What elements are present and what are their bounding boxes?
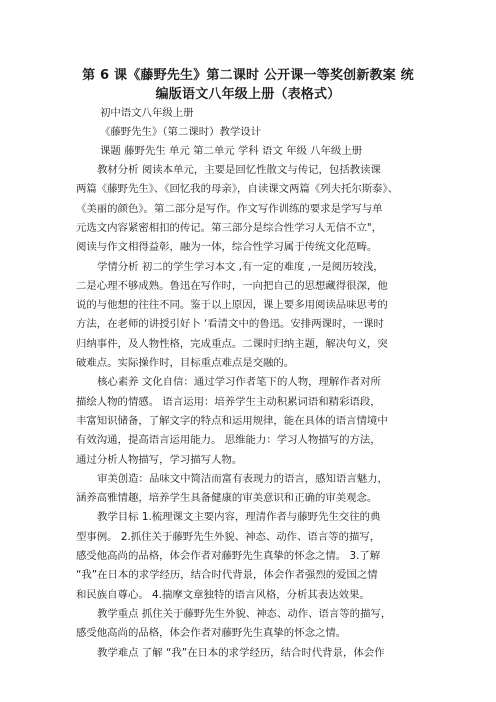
body-line: 教学重点 抓住关于藤野先生外貌、神态、动作、语言等的描写， xyxy=(97,607,392,620)
body-line: 阅读与作文相得益彰，融为一体，综合性学习属于传统文化范畴。 xyxy=(76,241,378,254)
body-line: 有效沟通，提高语言运用能力。 思维能力：学习人物描写的方法， xyxy=(76,434,381,447)
body-line: 通过分析人物描写，学习描写人物。 xyxy=(76,453,243,466)
document-title xyxy=(0,66,496,104)
design-title: 《藤野先生》（第二课时）教学设计 xyxy=(100,126,262,138)
body-line: 归纳事件，及人物性格，完成重点。二课时归纳主题，解决句义，突 xyxy=(76,337,388,350)
lesson-info: 课题 藤野先生 单元 第二单元 学科 语文 年级 八年级上册 xyxy=(100,145,363,157)
title-line-2: 编版语文八年级上册（表格式） xyxy=(155,87,341,102)
body-line: 核心素养 文化自信：通过学习作者笔下的人物，理解作者对所 xyxy=(97,376,381,389)
body-line: 破难点。实际操作时，目标重点难点是交融的。 xyxy=(76,357,295,369)
body-line: 方法，在老师的讲授引好卜 ‘看清文中的鲁迅。安排两课时，一课时 xyxy=(76,318,384,331)
body-line: 教材分析 阅读本单元，主要是回忆性散文与传记，包括教读课 xyxy=(97,164,381,176)
body-line: 和民族自尊心。 4.揣摩文章独特的语言风格，分析其表达效果。 xyxy=(76,588,370,601)
grade-line: 初中语文八年级上册 xyxy=(100,107,194,119)
body-line: 《美丽的颜色》。第二部分是写作。作文写作训练的要求是学写与单 xyxy=(76,202,383,215)
body-line: 教学难点 了解 “我”在日本的求学经历，结合时代背景，体会作 xyxy=(97,646,385,659)
body-line: 二是心理不够成熟。鲁迅在写作时，一向把自己的思想藏得很深，他 xyxy=(76,279,388,292)
body-line: “我”在日本的求学经历，结合时代背景，体会作者强烈的爱国之情 xyxy=(76,569,378,582)
body-line: 丰富知识储备，了解文字的特点和运用规律，能在具体的语言情境中 xyxy=(76,414,388,427)
body-line: 感受他高尚的品格，体会作者对藤野先生真挚的怀念之情。 xyxy=(76,627,347,640)
body-line: 两篇《藤野先生》、《回忆我的母亲》，自读课文两篇《列夫托尔斯泰》、 xyxy=(76,183,399,196)
body-line: 感受他高尚的品格，体会作者对藤野先生真挚的怀念之情。 3.了解 xyxy=(76,550,381,562)
body-line: 学情分析 初二的学生学习本文 ,有一定的难度 ,一是阅历较浅， xyxy=(97,260,384,273)
body-line: 涵养高雅情趣，培养学生具备健康的审美意识和正确的审美观念。 xyxy=(76,492,378,505)
body-line: 审美创造：品味文中简洁而富有表现力的语言，感知语言魅力， xyxy=(97,472,388,485)
body-line: 说的与他想的往往不同。鉴于以上原因，课上要多用阅读品味思考的 xyxy=(76,299,388,312)
body-line: 教学目标 1.梳理课文主要内容，理清作者与藤野先生交往的典 xyxy=(97,511,381,524)
body-line: 元选文内容紧密相扣的传记。第三部分是综合性学习人无信不立"， xyxy=(76,221,383,234)
title-line-1: 第 6 课《藤野先生》第二课时 公开课一等奖创新教案 统 xyxy=(82,68,414,83)
body-line: 描绘人物的情感。 语言运用：培养学生主动积累词语和精彩语段， xyxy=(76,395,381,408)
body-line: 型事例。 2.抓住关于藤野先生外貌、神态、动作、语言等的描写， xyxy=(76,530,381,543)
